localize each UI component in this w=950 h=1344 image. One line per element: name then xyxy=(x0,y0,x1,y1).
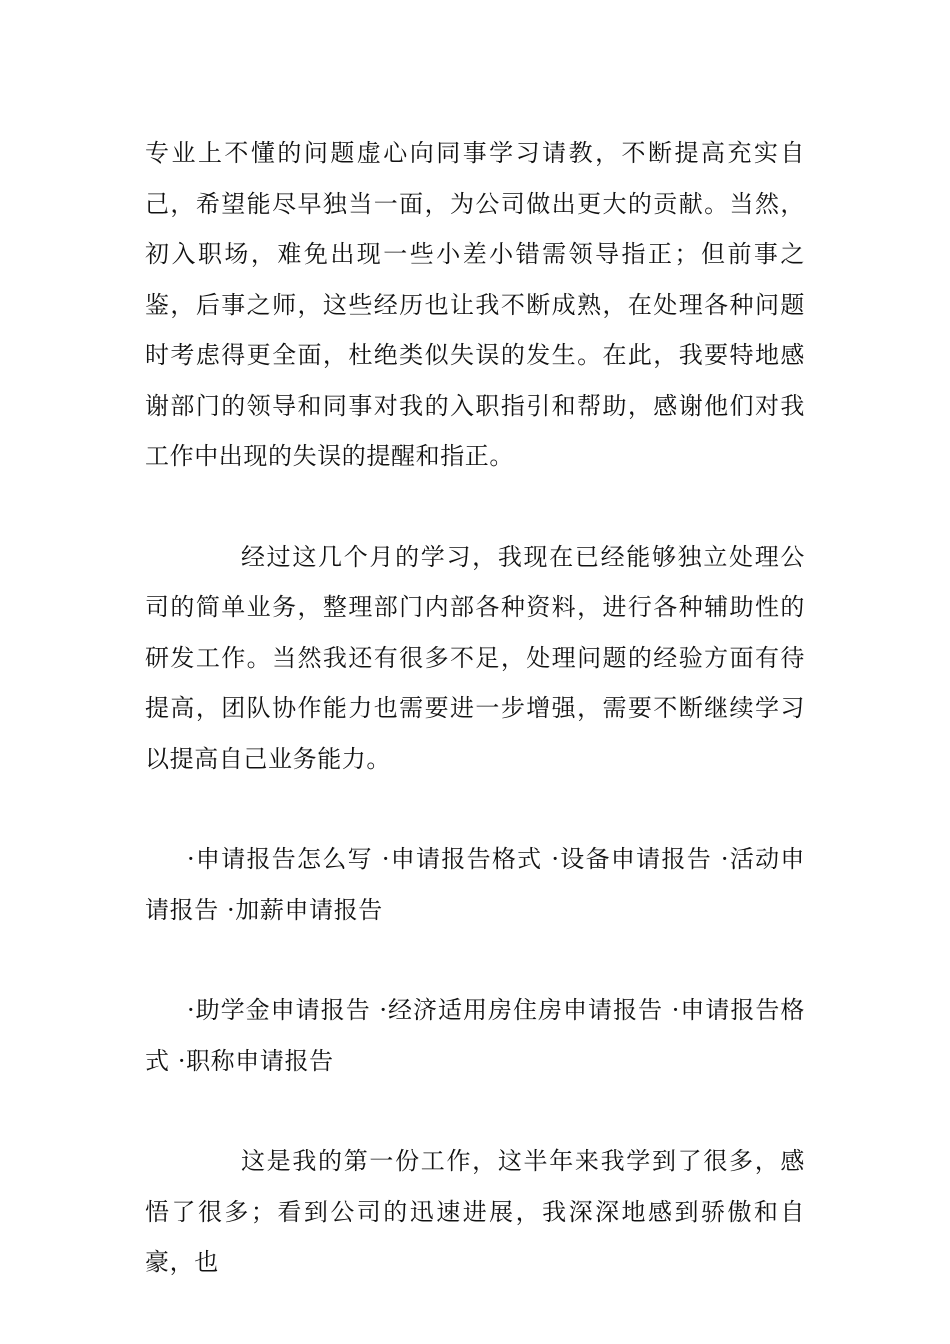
related-link[interactable]: ·助学金申请报告 xyxy=(187,996,371,1024)
paragraph-3: 这是我的第一份工作，这半年来我学到了很多，感悟了很多；看到公司的迅速进展，我深深地感到骄傲和自豪，也 xyxy=(145,1147,805,1276)
related-link[interactable]: ·活动申请报告 xyxy=(145,845,806,924)
related-link[interactable]: ·加薪申请报告 xyxy=(227,895,383,924)
related-link[interactable]: ·申请报告格式 xyxy=(145,996,805,1075)
related-link[interactable]: ·经济适用房住房申请报告 xyxy=(379,996,664,1024)
related-links-group-1 xyxy=(145,834,805,935)
related-link[interactable]: ·职称申请报告 xyxy=(177,1046,334,1075)
document-page xyxy=(145,128,805,1288)
related-links-group-2 xyxy=(145,985,805,1086)
paragraph-1: 专业上不懂的问题虚心向同事学习请教，不断提高充实自己，希望能尽早独当一面，为公司做出更大的贡献。当然，初入职场，难免出现一些小差小错需领导指正；但前事之鉴，后事之师，这些经历也让我不断成熟，在处理各种问题时考虑得更全面，杜绝类似失误的发生。在此，我要特地感谢部门的领导和同事对我的入职指引和帮助，感谢他们对我工作中出现的失误的提醒和指正。 xyxy=(145,139,805,470)
related-link[interactable]: ·设备申请报告 xyxy=(551,845,712,873)
related-link[interactable]: ·申请报告怎么写 xyxy=(187,845,373,873)
related-link[interactable]: ·申请报告格式 xyxy=(381,845,543,873)
paragraph-2: 经过这几个月的学习，我现在已经能够独立处理公司的简单业务，整理部门内部各种资料，进行各种辅助性的研发工作。当然我还有很多不足，处理问题的经验方面有待提高，团队协作能力也需要进一步增强，需要不断继续学习以提高自己业务能力。 xyxy=(145,542,805,773)
